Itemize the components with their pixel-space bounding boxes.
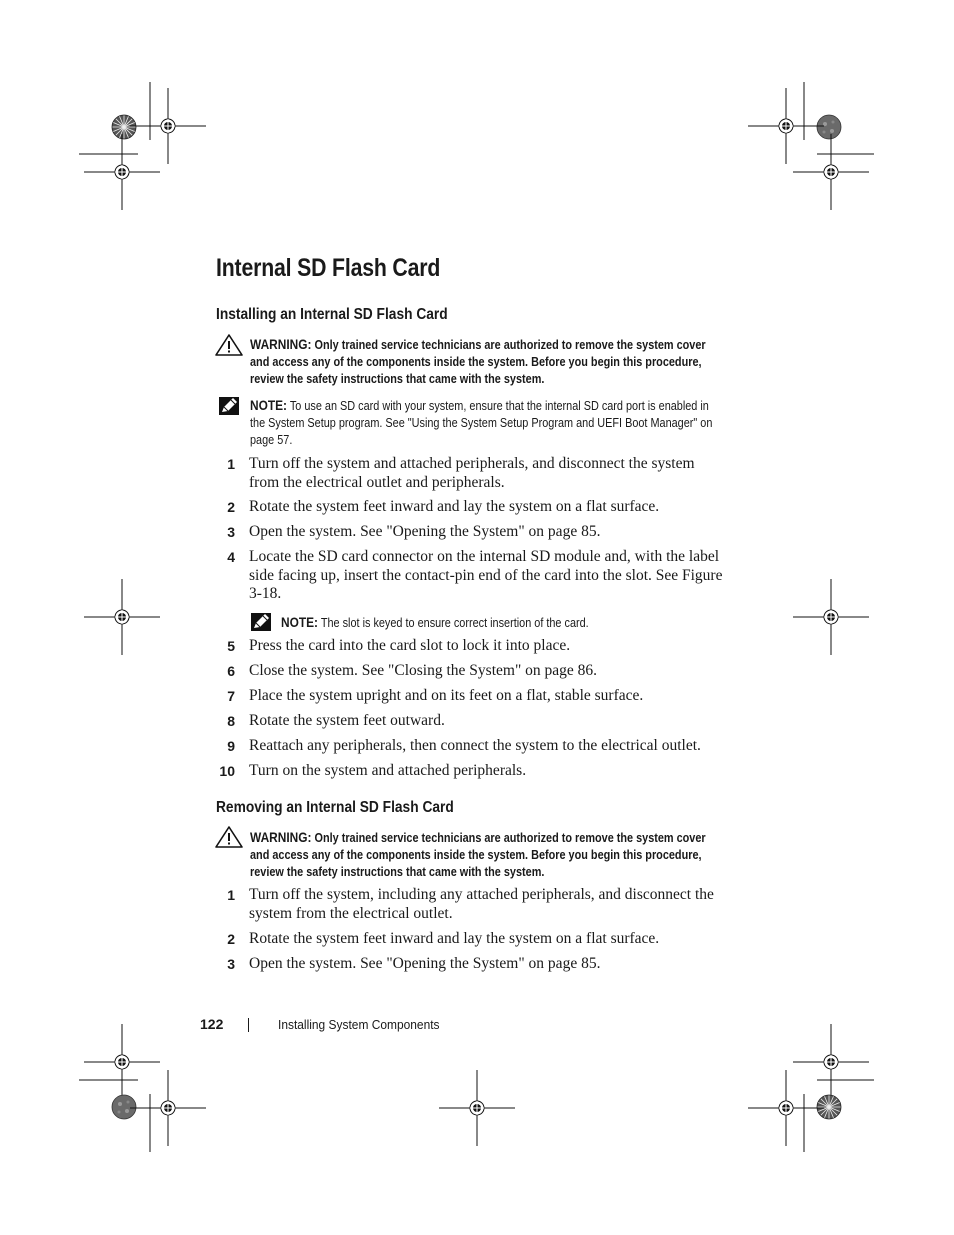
step-number: 1 — [227, 887, 235, 903]
note-label: NOTE: — [281, 614, 319, 630]
step-text: Rotate the system feet outward. — [249, 712, 445, 729]
note-callout-installing — [250, 397, 716, 448]
step-text: Place the system upright and on its feet on a flat, stable surface. — [249, 687, 644, 704]
page-title: Internal SD Flash Card — [216, 254, 441, 282]
note-pencil-icon — [250, 612, 272, 632]
step-number: 5 — [227, 638, 235, 654]
footer-divider — [248, 1018, 249, 1032]
step-number: 9 — [227, 738, 235, 754]
step-text: Turn on the system and attached peripherals. — [249, 762, 527, 779]
step-text: Rotate the system feet inward and lay the system on a flat surface. — [249, 498, 660, 515]
step-text: Reattach any peripherals, then connect the system to the electrical outlet. — [249, 737, 701, 754]
warning-text: Only trained service technicians are authorized to remove the system cover and access any of the components inside the system. Before you begin this procedure, review the safety instructions that came with the system. — [250, 830, 706, 879]
step-number: 1 — [227, 456, 235, 472]
step-number: 3 — [227, 524, 235, 540]
note-callout-step4 — [281, 614, 723, 631]
step-text: Turn off the system and attached peripherals, and disconnect the system from the electrical outlet and peripherals. — [249, 455, 695, 491]
step-number: 10 — [219, 763, 235, 779]
step-text: Press the card into the card slot to lock it into place. — [249, 637, 571, 654]
section-heading-installing: Installing an Internal SD Flash Card — [216, 306, 448, 323]
note-label: NOTE: — [250, 397, 288, 413]
step-number: 2 — [227, 931, 235, 947]
step-text: Open the system. See "Opening the System" on page 85. — [249, 955, 601, 972]
warning-callout-removing — [250, 829, 716, 880]
warning-text: Only trained service technicians are authorized to remove the system cover and access any of the components inside the system. Before you begin this procedure, review the safety instructions that came with the system. — [250, 337, 706, 386]
step-number: 6 — [227, 663, 235, 679]
step-text: Close the system. See "Closing the System" on page 86. — [249, 662, 598, 679]
warning-triangle-icon — [215, 334, 243, 356]
step-number: 2 — [227, 499, 235, 515]
warning-callout-installing — [250, 336, 716, 387]
warning-label: WARNING: — [250, 336, 312, 352]
step-text: Turn off the system, including any attached peripherals, and disconnect the system from the electrical outlet. — [249, 886, 714, 922]
warning-triangle-icon — [215, 826, 243, 848]
step-number: 4 — [227, 549, 235, 565]
step-text: Open the system. See "Opening the System" on page 85. — [249, 523, 601, 540]
section-heading-removing: Removing an Internal SD Flash Card — [216, 799, 454, 816]
note-pencil-icon — [218, 396, 240, 416]
step-text: Rotate the system feet inward and lay the system on a flat surface. — [249, 930, 660, 947]
note-text: The slot is keyed to ensure correct insertion of the card. — [320, 615, 589, 630]
step-text: Locate the SD card connector on the internal SD module and, with the label side facing up, insert the contact-pin end of the card into the slot. See Figure 3-18. — [249, 548, 723, 602]
warning-label: WARNING: — [250, 829, 312, 845]
step-number: 7 — [227, 688, 235, 704]
page-number: 122 — [200, 1016, 224, 1032]
footer-section-title: Installing System Components — [278, 1017, 440, 1032]
step-number: 8 — [227, 713, 235, 729]
note-text: To use an SD card with your system, ensure that the internal SD card port is enabled in the System Setup program. See "Using the System Setup Program and UEFI Boot Manager" on page 57. — [250, 398, 713, 447]
step-number: 3 — [227, 956, 235, 972]
